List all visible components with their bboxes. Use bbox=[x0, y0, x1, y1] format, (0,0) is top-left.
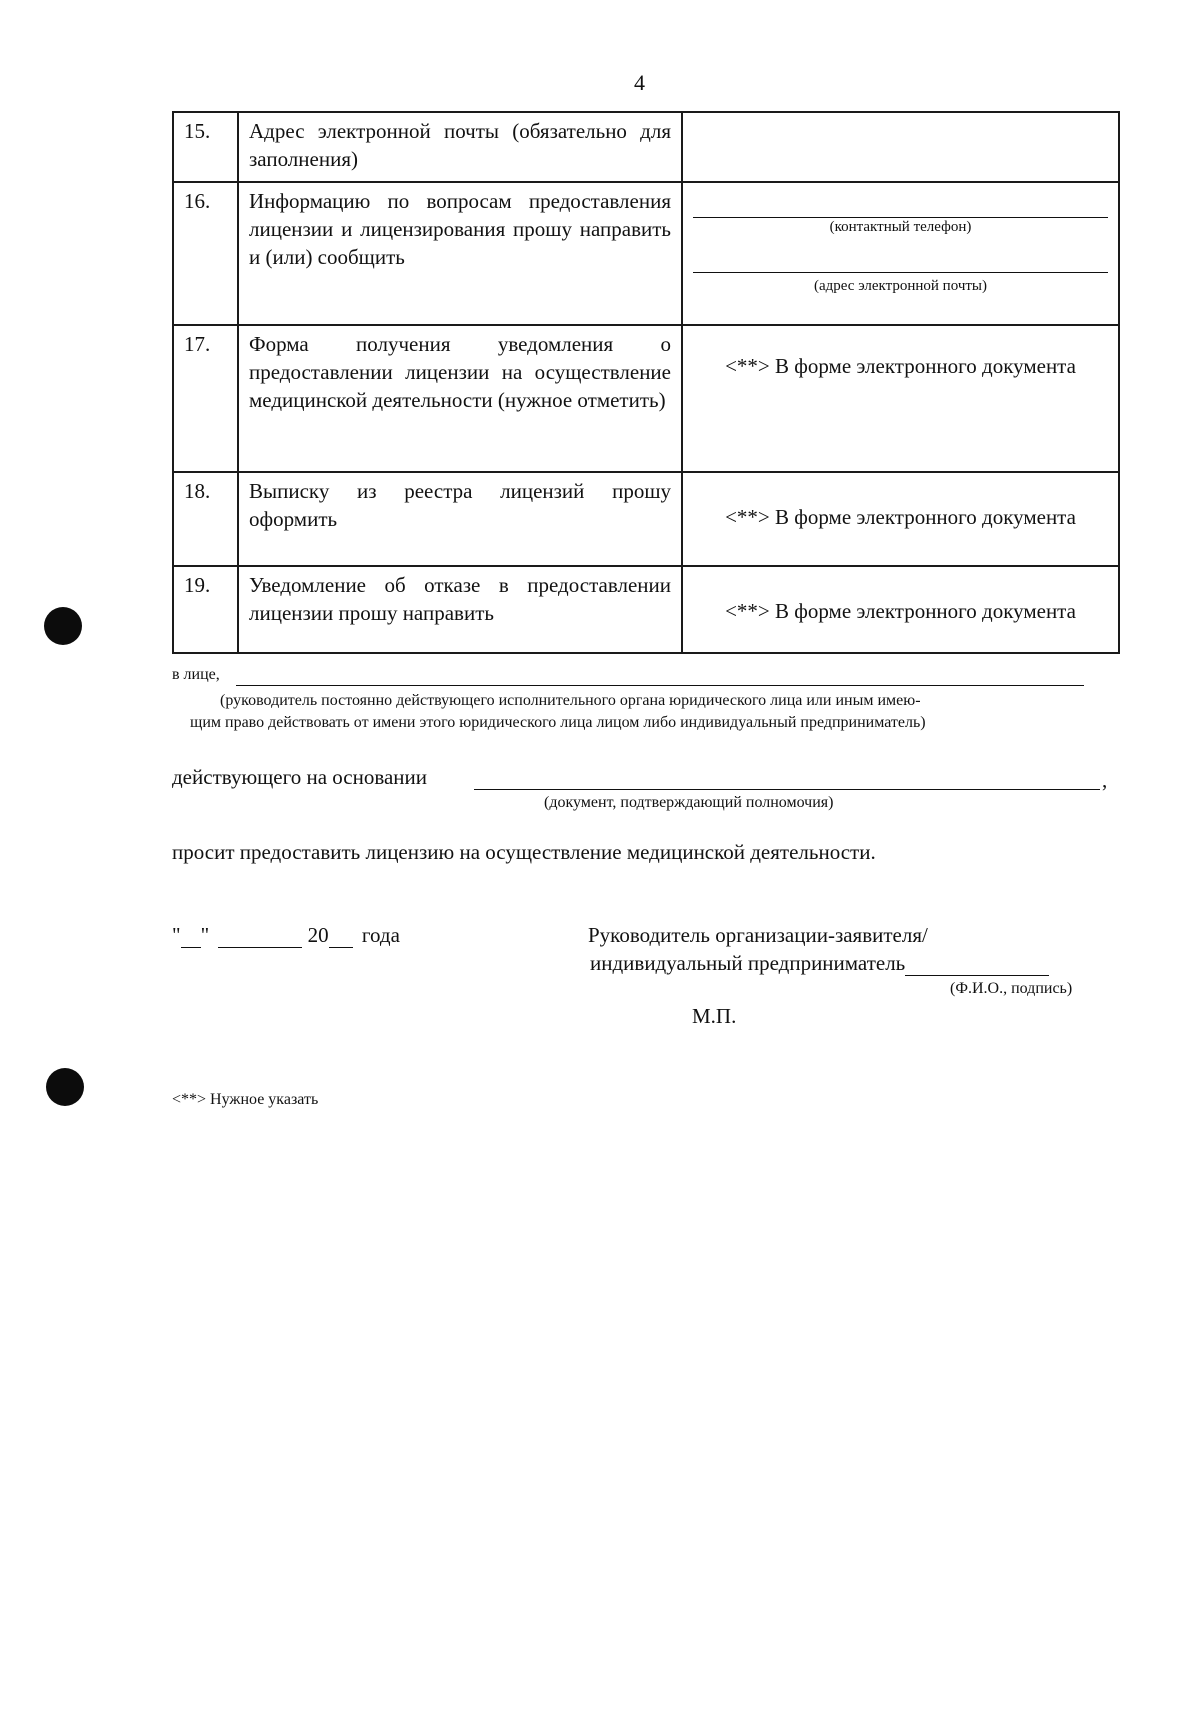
basis-caption: (документ, подтверждающий полномочия) bbox=[544, 794, 834, 811]
notification-form-cell bbox=[682, 325, 1119, 472]
table-row bbox=[173, 182, 1119, 325]
row-number: 16. bbox=[173, 182, 238, 325]
contact-email-caption: (адрес электронной почты) bbox=[813, 278, 987, 294]
row-number: 18. bbox=[173, 472, 238, 566]
in-person-field[interactable] bbox=[236, 685, 1084, 686]
table-row bbox=[173, 472, 1119, 566]
date-quote-close: " bbox=[200, 923, 210, 947]
signature-line1: Руководитель организации-заявителя/ bbox=[588, 923, 928, 947]
year-prefix: 20 bbox=[307, 923, 329, 947]
signature-line2-wrap bbox=[590, 951, 1049, 976]
table-row bbox=[173, 566, 1119, 653]
date-quote-open: " bbox=[172, 923, 181, 947]
page-number: 4 bbox=[634, 70, 645, 95]
contact-phone-field[interactable] bbox=[693, 187, 1108, 218]
extract-form-option[interactable]: <**> В форме электронного документа bbox=[725, 505, 1076, 529]
refusal-form-cell bbox=[682, 566, 1119, 653]
contact-fields bbox=[682, 182, 1119, 325]
month-field[interactable] bbox=[218, 923, 302, 948]
in-person-caption-line1: (руководитель постоянно действующего исполнительного органа юридического лица или иным имею- bbox=[220, 692, 921, 709]
punch-hole-mark bbox=[44, 607, 82, 645]
row-number: 19. bbox=[173, 566, 238, 653]
row-label: Уведомление об отказе в предоставлении лицензии прошу направить bbox=[238, 566, 682, 653]
table-row bbox=[173, 325, 1119, 472]
application-table bbox=[172, 111, 1120, 654]
date-line bbox=[172, 923, 400, 948]
basis-field[interactable] bbox=[474, 789, 1100, 790]
signature-line2: индивидуальный предприниматель bbox=[590, 951, 906, 975]
contact-phone-caption: (контактный телефон) bbox=[829, 219, 972, 235]
punch-hole-mark bbox=[46, 1068, 84, 1106]
year-field[interactable] bbox=[329, 923, 353, 948]
email-field[interactable] bbox=[682, 112, 1119, 182]
extract-form-cell bbox=[682, 472, 1119, 566]
footnote: <**> Нужное указать bbox=[172, 1091, 319, 1108]
basis-label: действующего на основании bbox=[172, 765, 428, 789]
row-number: 17. bbox=[173, 325, 238, 472]
request-text: просит предоставить лицензию на осуществление медицинской деятельности. bbox=[172, 840, 876, 864]
row-number: 15. bbox=[173, 112, 238, 182]
row-label: Информацию по вопросам предоставления лицензии и лицензирования прошу направить и (или) сообщить bbox=[238, 182, 682, 325]
basis-comma: , bbox=[1102, 768, 1108, 792]
notification-form-option[interactable]: <**> В форме электронного документа bbox=[725, 354, 1076, 378]
in-person-label: в лице, bbox=[172, 666, 220, 683]
signature-caption: (Ф.И.О., подпись) bbox=[950, 980, 1073, 997]
stamp-label: М.П. bbox=[692, 1004, 737, 1028]
contact-email-field[interactable] bbox=[693, 242, 1108, 273]
year-suffix: года bbox=[361, 923, 400, 947]
in-person-caption bbox=[190, 690, 1120, 734]
signature-field[interactable] bbox=[905, 951, 1049, 976]
row-label: Выписку из реестра лицензий прошу оформить bbox=[238, 472, 682, 566]
in-person-caption-line2: щим право действовать от имени этого юридического лица лицом либо индивидуальный предприниматель) bbox=[190, 714, 926, 731]
row-label: Адрес электронной почты (обязательно для заполнения) bbox=[238, 112, 682, 182]
day-field[interactable] bbox=[181, 923, 201, 948]
row-label: Форма получения уведомления о предоставлении лицензии на осуществление медицинской деятельности (нужное отметить) bbox=[238, 325, 682, 472]
table-row bbox=[173, 112, 1119, 182]
refusal-form-option[interactable]: <**> В форме электронного документа bbox=[725, 599, 1076, 623]
